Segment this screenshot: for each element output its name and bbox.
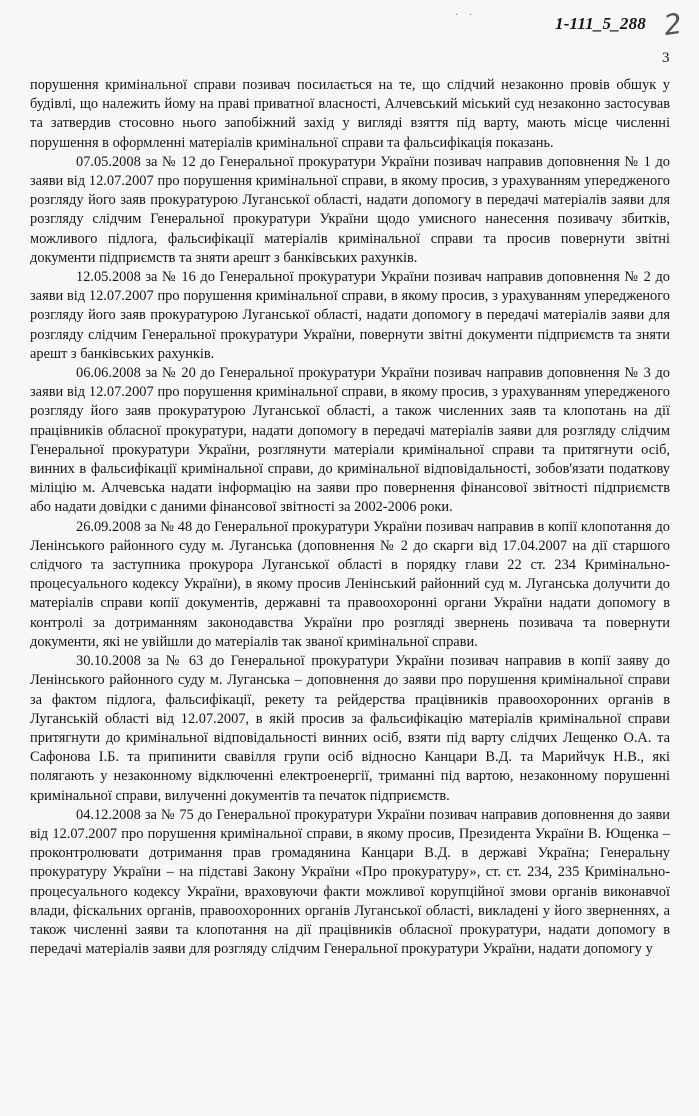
paragraph-2008-10-30: 30.10.2008 за № 63 до Генеральної прокуратури України позивач направив в копії заяву до Ленінського районного суду м. Луганська – доповнення до заяви про порушення кримінальної справи за фактом підлога, фальсифікації, рекету та рейдерства працівників правоохоронних органів в Луганській області від 12.07.2007, в якій просив за фальсифікацію матеріалів кримінальної справи притягнути до кримінальної відповідальності винних осіб, взяти під варту слідчих Лещенко О.А. та Сафонова І.Б. та припинити свавілля групи осіб відносно Канцари В.Д. та Марийчук Н.В., які полягають у незаконному відключенні електроенергії, триманні під вартою, незаконному порушенні кримінальної справи, вилученні документів та печаток підприємств. [30,653,670,804]
paragraph-2008-05-07: 07.05.2008 за № 12 до Генеральної прокуратури України позивач направив доповнення № 1 до заяви від 12.07.2007 про порушення кримінальної справи, в якому просив, з урахуванням упередженого розгляду його заяв прокуратурою Луганської області, надати допомогу в передачі матеріалів заяви для розгляду слідчим Генеральної прокуратури України щодо умисного нанесення позивачу збитків, можливого підлога, фальсифікації матеріалів кримінальної справи та просив повернути звітні документи підприємств та зняти арешт з банківських рахунків. [30,153,670,266]
paragraph-continuation: порушення кримінальної справи позивач посилається на те, що слідчий незаконно провів обшук у будівлі, що належить йому на праві приватної власності, Алчевський міський суд незаконно застосував та затвердив стосовно нього запобіжний захід у вигляді взяття під варту, мають місце численні порушення в оформленні матеріалів кримінальної справи та фальсифікація показань. [30,77,670,151]
scan-mark: · · [455,10,477,21]
document-body [30,76,670,959]
handwritten-mark: 2 [661,6,685,43]
paragraph-2008-06-06: 06.06.2008 за № 20 до Генеральної прокуратури України позивач направив доповнення № 3 до заяви від 12.07.2007 про порушення кримінальної справи, в якому просив, з урахуванням упередженого розгляду його заяв прокуратурою Луганської області, а також численних заяв та клопотань на дії працівників обласної прокуратури, надати допомогу в передачі матеріалів заяви для розгляду слідчим Генеральної прокуратури України, розглянути матеріали кримінальної справи та притягнути осіб, винних в фальсифікації кримінальної справи, до кримінальної відповідальності, зобов'язати податкову міліцію м. Алчевська надати інформацію на заяви про повернення фінансової звітності підприємств або надати довідки с даними фінансової звітності за 2002-2006 роки. [30,365,670,516]
paragraph-2008-09-26: 26.09.2008 за № 48 до Генеральної прокуратури України позивач направив в копії клопотання до Ленінського районного суду м. Луганська (доповнення № 2 до скарги від 17.04.2007 на дії старшого слідчого та заступника прокурора Луганської області в порядку глави 22 ст. 234 Кримінально-процесуального кодексу України), в якому просив Ленінський районний суд м. Луганська долучити до матеріалів справи копії документів, державні та правоохоронні органи України надати допомогу в контролі за дотриманням законодавства України про розгляді звернень позивача та повернути документи, які не увійшли до матеріалів так званої кримінальної справи. [30,518,670,650]
paragraph-2008-12-04: 04.12.2008 за № 75 до Генеральної прокуратури України позивач направив доповнення до заяви від 12.07.2007 про порушення кримінальної справи, в якому просив, Президента України В. Ющенка – проконтролювати дотримання прав громадянина Канцари В.Д. в державі Україна; Генеральну прокуратуру України – на підставі Закону України «Про прокуратуру», ст. ст. 234, 235 Кримінально-процесуального кодексу України, враховуючи факти можливої корупційної змови органів виконавчої влади, фіскальних органів, правоохоронних органів Луганської області, викладені у його зверненнях, а також численні заяви та клопотання на дії працівників обласної прокуратури, надати допомогу в передачі матеріалів заяви для розгляду слідчим Генеральної прокуратури України, надати допомогу у [30,806,670,958]
page-number: 3 [662,50,670,66]
paragraph-2008-05-12: 12.05.2008 за № 16 до Генеральної прокуратури України позивач направив доповнення № 2 до заяви від 12.07.2007 про порушення кримінальної справи, в якому просив, з урахуванням упередженого розгляду його заяв прокуратурою Луганської області, надати допомогу в передачі матеріалів заяви для розгляду слідчим Генеральної прокуратури України, повернути звітні документи підприємств та зняти арешт з банківських рахунків. [30,269,670,362]
document-id: 1-111_5_288 [555,14,646,33]
